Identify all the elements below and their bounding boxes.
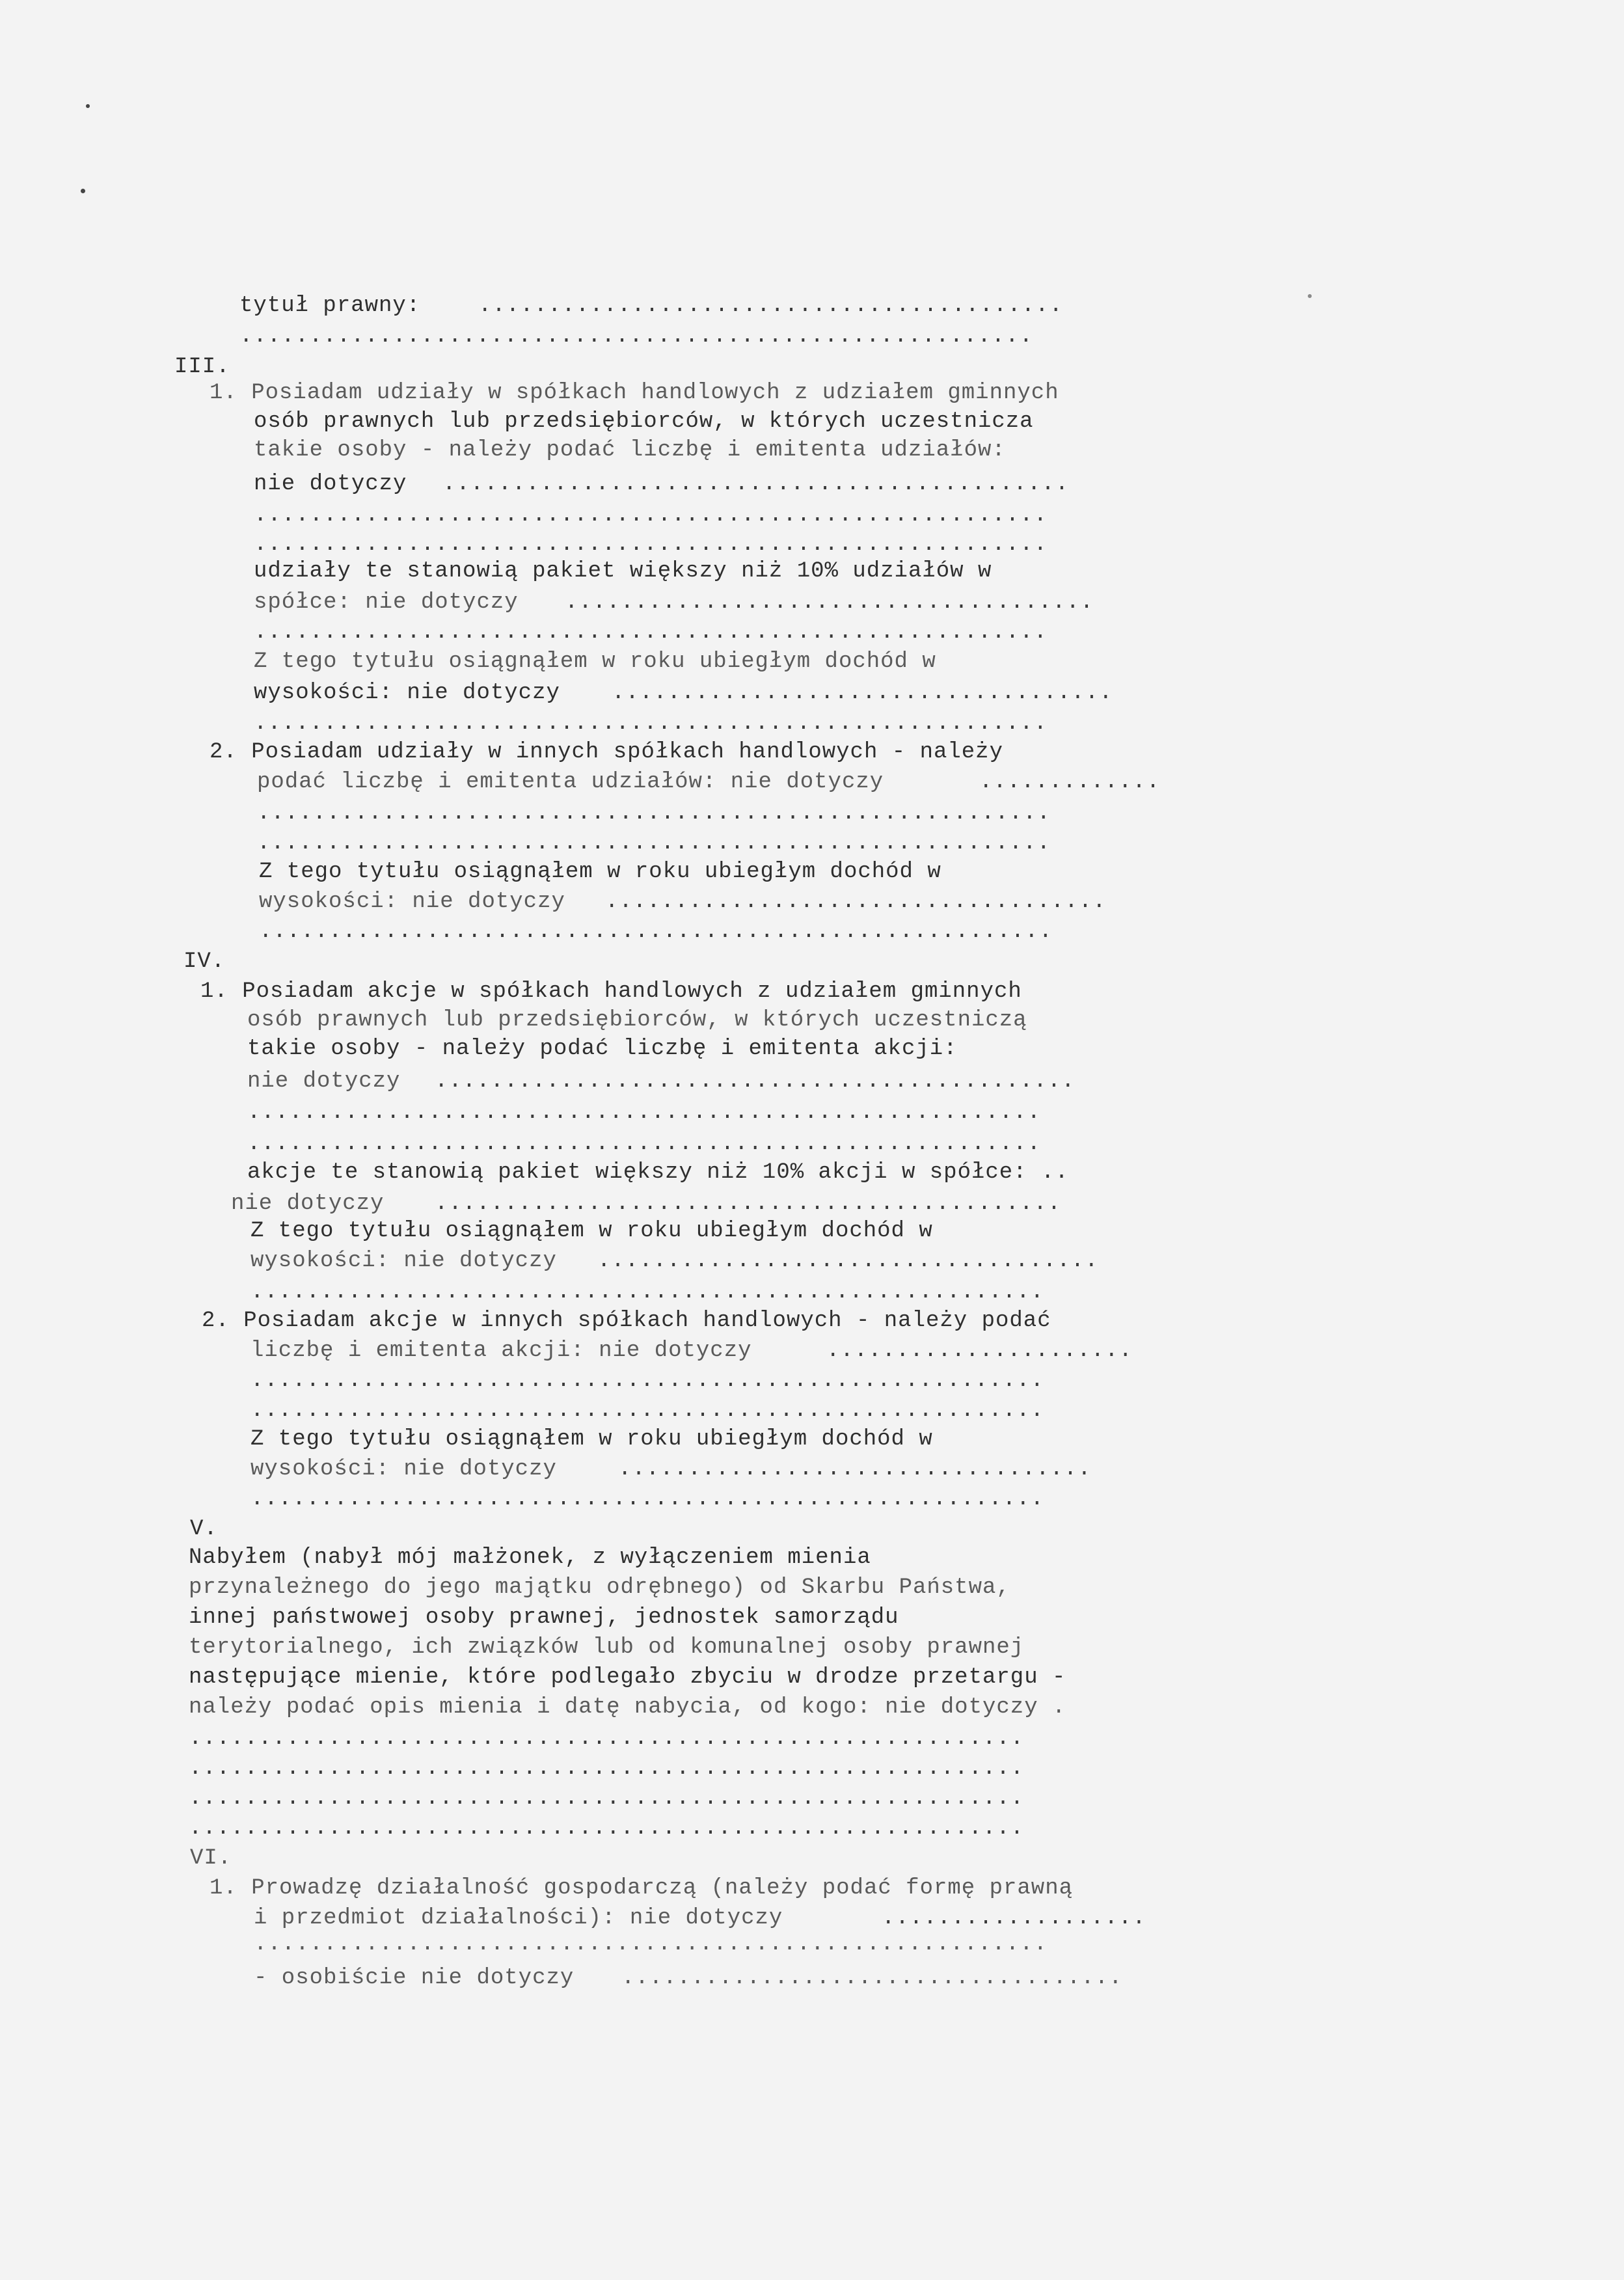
s3-item1-pakiet-line1: udziały te stanowią pakiet większy niż 10% udziałów w	[254, 559, 992, 584]
s4-item2-line1: 2. Posiadam akcje w innych spółkach handlowych - należy podać	[202, 1309, 1051, 1333]
s3-item2-line2: podać liczbę i emitenta udziałów: nie dotyczy	[257, 770, 884, 794]
s5-line1: Nabyłem (nabył mój małżonek, z wyłączeniem mienia	[189, 1545, 871, 1570]
dotted-line: .........................................................	[254, 532, 1048, 557]
dotted-fill: ..............................................	[435, 1069, 1076, 1094]
s3-item2-line1: 2. Posiadam udziały w innych spółkach handlowych - należy	[210, 740, 1003, 765]
dotted-line: .........................................................	[259, 919, 1053, 944]
s4-item2-line2: liczbę i emitenta akcji: nie dotyczy	[250, 1338, 752, 1363]
dotted-fill: ..........................................	[478, 293, 1063, 318]
scan-speck	[86, 104, 90, 108]
s5-line2: przynależnego do jego majątku odrębnego) od Skarbu Państwa,	[189, 1575, 1010, 1600]
dotted-line: .........................................................	[247, 1132, 1041, 1156]
dotted-fill: ....................................	[597, 1249, 1099, 1273]
dotted-line: .........................................................	[254, 1932, 1048, 1957]
dotted-line: .........................................................	[257, 801, 1051, 826]
s5-line4: terytorialnego, ich związków lub od komunalnej osoby prawnej	[189, 1635, 1025, 1660]
s5-line3: innej państwowej osoby prawnej, jednostek samorządu	[189, 1605, 899, 1630]
dotted-fill: ....................................	[612, 681, 1113, 705]
dotted-line: .........................................................	[250, 1487, 1044, 1512]
dotted-fill: ....................................	[605, 889, 1107, 914]
dotted-line: .........................................................	[239, 324, 1033, 349]
s4-item1-pakiet-line1: akcje te stanowią pakiet większy niż 10% akcji w spółce: ..	[247, 1160, 1069, 1185]
s4-item1-line1: 1. Posiadam akcje w spółkach handlowych z udziałem gminnych	[200, 979, 1022, 1004]
s4-item2-dochod-line2: wysokości: nie dotyczy	[250, 1457, 557, 1482]
scan-speck	[1308, 294, 1312, 298]
s4-item1-line4: nie dotyczy	[247, 1069, 401, 1094]
dotted-line: .........................................................	[257, 831, 1051, 856]
s4-item1-dochod-line2: wysokości: nie dotyczy	[250, 1249, 557, 1273]
s3-item1-line3: takie osoby - należy podać liczbę i emitenta udziałów:	[254, 438, 1006, 463]
dotted-line: ............................................................	[189, 1816, 1025, 1841]
s5-line6: należy podać opis mienia i datę nabycia, od kogo: nie dotyczy .	[189, 1695, 1066, 1720]
section-v-numeral: V.	[190, 1517, 218, 1541]
s3-item1-line4: nie dotyczy	[254, 472, 407, 496]
dotted-line: ............................................................	[189, 1726, 1025, 1751]
dotted-line: ............................................................	[189, 1756, 1025, 1781]
s4-item2-dochod-line1: Z tego tytułu osiągnąłem w roku ubiegłym dochód w	[250, 1427, 933, 1452]
dotted-fill: ......................	[826, 1338, 1133, 1363]
s5-line5: następujące mienie, które podlegało zbyciu w drodze przetargu -	[189, 1665, 1066, 1690]
section-vi-numeral: VI.	[190, 1846, 232, 1871]
scan-speck	[81, 189, 85, 193]
s3-item1-dochod-line1: Z tego tytułu osiągnąłem w roku ubiegłym dochód w	[254, 649, 936, 674]
dotted-fill: ...................	[882, 1906, 1146, 1931]
s4-item1-line2: osób prawnych lub przedsiębiorców, w których uczestniczą	[247, 1008, 1027, 1033]
s4-item1-line3: takie osoby - należy podać liczbę i emitenta akcji:	[247, 1037, 958, 1061]
dotted-fill: ....................................	[621, 1966, 1123, 1990]
s4-item1-dochod-line1: Z tego tytułu osiągnąłem w roku ubiegłym dochód w	[250, 1219, 933, 1243]
s4-item1-pakiet-line2: nie dotyczy	[231, 1191, 385, 1216]
dotted-line: .........................................................	[250, 1368, 1044, 1393]
dotted-line: ............................................................	[189, 1786, 1025, 1811]
dotted-line: .........................................................	[254, 503, 1048, 528]
s3-item2-dochod-line2: wysokości: nie dotyczy	[259, 889, 565, 914]
s6-item1-line2: i przedmiot działalności): nie dotyczy	[254, 1906, 783, 1931]
s3-item1-line1: 1. Posiadam udziały w spółkach handlowych z udziałem gminnych	[210, 381, 1059, 405]
dotted-line: .........................................................	[254, 620, 1048, 645]
dotted-fill: ..................................	[618, 1457, 1092, 1482]
s6-item1-osobiscie: - osobiście nie dotyczy	[254, 1966, 575, 1990]
dotted-fill: .............................................	[435, 1191, 1062, 1216]
title-label: tytuł prawny:	[239, 293, 421, 318]
dotted-fill: .............................................	[442, 472, 1070, 496]
s3-item1-line2: osób prawnych lub przedsiębiorców, w których uczestnicza	[254, 409, 1034, 434]
section-iii-numeral: III.	[174, 355, 230, 379]
s3-item1-pakiet-line2: spółce: nie dotyczy	[254, 590, 519, 615]
dotted-fill: ......................................	[565, 590, 1094, 615]
dotted-line: .........................................................	[254, 711, 1048, 736]
s3-item2-dochod-line1: Z tego tytułu osiągnąłem w roku ubiegłym dochód w	[259, 860, 941, 884]
dotted-line: .........................................................	[250, 1280, 1044, 1305]
s3-item1-dochod-line2: wysokości: nie dotyczy	[254, 681, 560, 705]
dotted-line: .........................................................	[250, 1398, 1044, 1423]
dotted-line: .........................................................	[247, 1100, 1041, 1125]
dotted-fill: .............	[979, 770, 1161, 794]
s6-item1-line1: 1. Prowadzę działalność gospodarczą (należy podać formę prawną	[210, 1876, 1074, 1901]
section-iv-numeral: IV.	[183, 949, 226, 974]
